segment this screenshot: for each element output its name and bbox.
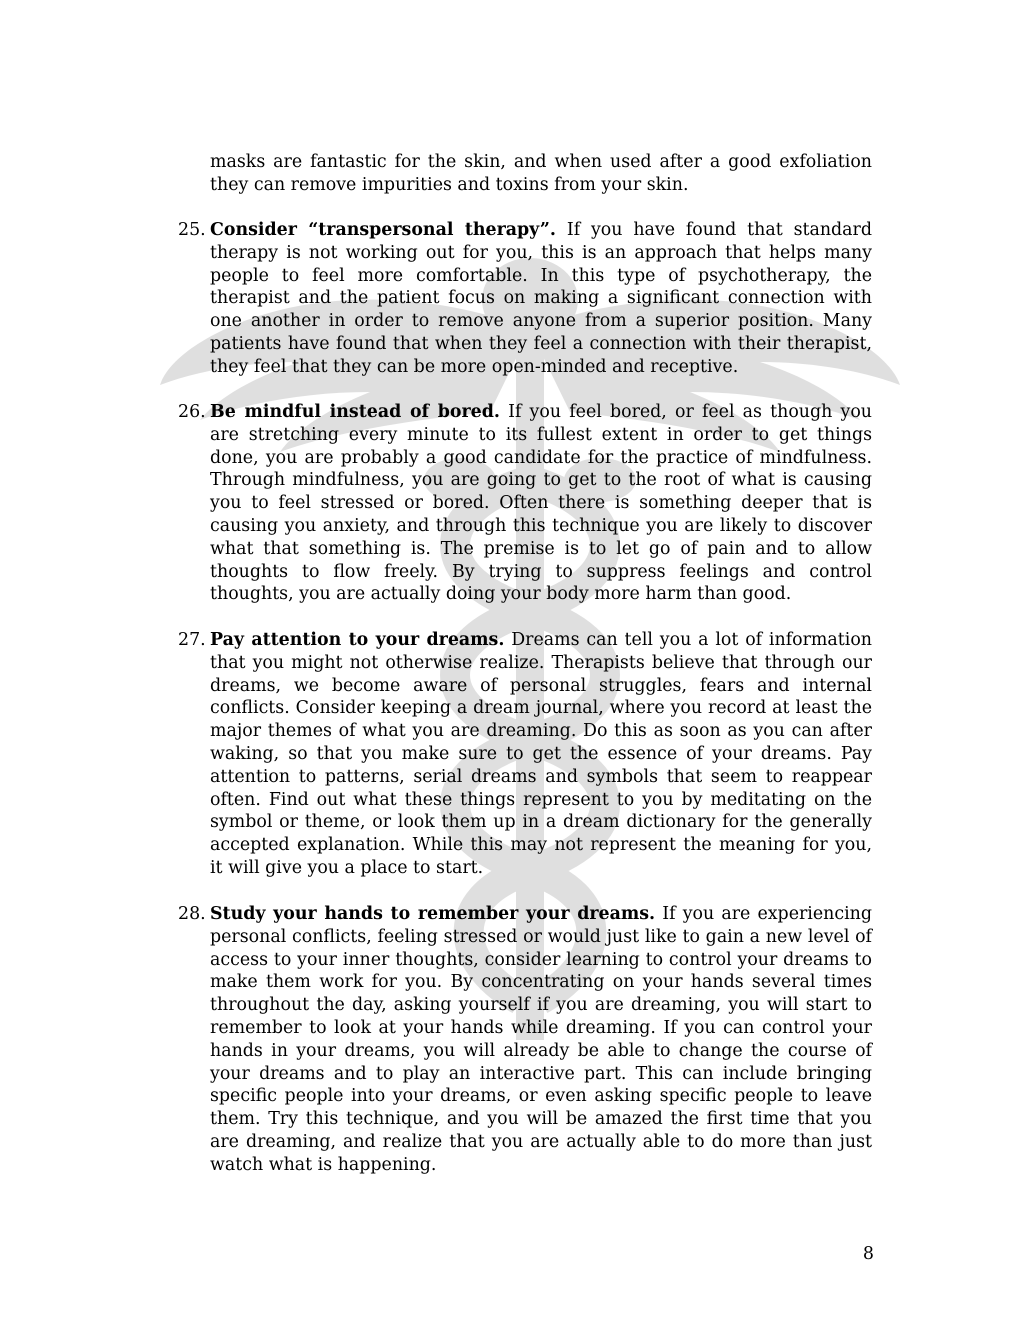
list-item-number: 26. [178,402,206,422]
list-item-body: If you have found that standard therapy is not working out for you, this is an approach that helps many people to feel more comfortable. In this type of psychotherapy, the therapist and the patient focus on making a significant connection with one another in order to remove anyone from a superior position. Many patients have found that when they feel a connection with their therapist, they feel that they can be more open-minded and receptive. [210,220,872,377]
list-item-title: Study your hands to remember your dreams. [210,904,656,924]
list-item-title: Consider “transpersonal therapy”. [210,220,556,240]
list-item-26 [178,401,872,606]
list-item-title: Be mindful instead of bored. [210,402,500,422]
list-item-number: 25. [178,220,206,240]
intro-paragraph: masks are fantastic for the skin, and when used after a good exfoliation they can remove impurities and toxins from your skin. [210,152,872,195]
list-item-27 [178,629,872,880]
list-item-28 [178,903,872,1177]
list-item-number: 27. [178,630,206,650]
list-item-title: Pay attention to your dreams. [210,630,505,650]
list-item-body: If you feel bored, or feel as though you are stretching every minute to its fullest extent in order to get things done, you are probably a good candidate for the practice of mindfulness. Through mindfulness, you are going to get to the root of what is causing you to feel stressed or bored. Often there is something deeper that is causing you anxiety, and through this technique you are likely to discover what that something is. The premise is to let go of pain and to allow thoughts to flow freely. By trying to suppress feelings and control thoughts, you are actually doing your body more harm than good. [210,402,872,605]
list-item-number: 28. [178,904,206,924]
list-item-body: Dreams can tell you a lot of information that you might not otherwise realize. Therapists believe that through our dreams, we become aware of personal struggles, fears and internal conflicts. Consider keeping a dream journal, where you record at least the major themes of what you are dreaming. Do this as soon as you can after waking, so that you make sure to get the essence of your dreams. Pay attention to patterns, serial dreams and symbols that seem to reappear often. Find out what these things represent to you by meditating on the symbol or theme, or look them up in a dream dictionary for the generally accepted explanation. While this may not represent the meaning for you, it will give you a place to start. [210,630,872,878]
page-number: 8 [862,1244,874,1264]
list-item-body: If you are experiencing personal conflicts, feeling stressed or would just like to gain a new level of access to your inner thoughts, consider learning to control your dreams to make them work for you. By concentrating on your hands several times throughout the day, asking yourself if you are dreaming, you will start to remember to look at your hands while dreaming. If you can control your hands in your dreams, you will already be able to change the course of your dreams and to play an interactive part. This can include bringing specific people into your dreams, or even asking specific people to leave them. Try this technique, and you will be amazed the first time that you are dreaming, and realize that you are actually able to do more than just watch what is happening. [210,904,872,1175]
list-item-25 [178,219,872,379]
